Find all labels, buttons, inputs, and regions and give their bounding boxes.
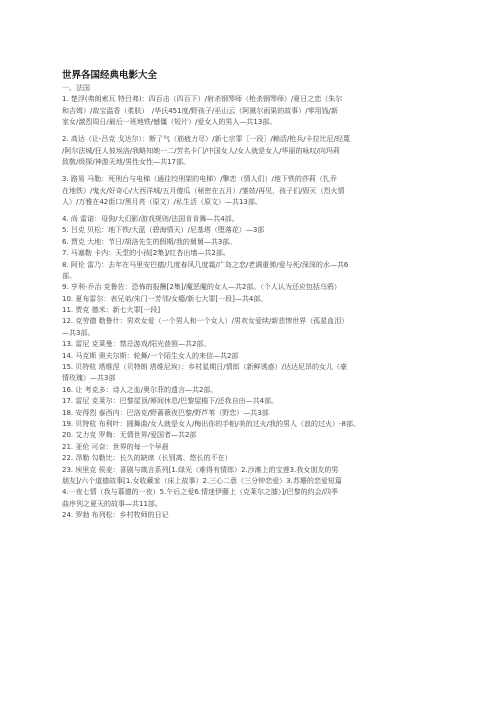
text-line: 13. 雷尼 克莱曼：禁忌游戏/阳光普照—共2部。 — [62, 340, 211, 349]
text-line: 致敬/级探/神游天地/男性女性—共17部。 — [62, 158, 190, 167]
text-line: 曲序列之夏天的故事—共11部。 — [62, 499, 162, 508]
text-line: 6. 贾克 大地：节日/胡洛先生的假期/我的舅舅—共3部。 — [62, 237, 237, 246]
text-line: 情玫瑰）—共3部 — [62, 374, 116, 383]
text-line: 4.一夜七情（我与慕德的一夜）5.午后之爱6.情迷伊藤上（克莱尔之膝）]/巴黎的约会/四季 — [62, 488, 338, 497]
text-line: 21. 亚伦 可奈：世界的每一个早晨 — [62, 442, 169, 451]
text-line: —共3部。 — [62, 328, 95, 337]
text-line: 16. 让 考克多：诗人之血/奥尔菲的遗言—共2部。 — [62, 385, 218, 394]
text-line: 人）/万雅在42街口/黑月亮（原文）/私生活（原文）—共13部。 — [62, 197, 262, 206]
text-line: 7. 马塞勒 卡内：天堂的小孩[2集]/红杏出墙—共2部。 — [62, 249, 230, 258]
section-heading: 一、法国 — [62, 84, 90, 92]
text-line: 24. 罗勃 布列松：乡村牧师的日记 — [62, 511, 169, 520]
text-line: 在地铁）/鬼火/好奇心/大西洋城/五月傻瓜（秘密在五月）/雏妓/再见，孩子们/毁灭（烈火情 — [62, 186, 345, 195]
text-line: 4. 尚 雷诺：母狗/大幻影/游戏规则/法国肯肯舞—共4部。 — [62, 214, 239, 223]
text-line: 10. 夏布雷尔：表兄弟/朱门一芳邻/女瘾/新七大罪[一段]—共4部。 — [62, 294, 268, 303]
text-line: 和吉姆）/敌宝温香（柔肤） /华氏451度/野孩子/巫山云（阿黛尔雨果的故事）/零用钱/新 — [62, 106, 339, 115]
text-line: 20. 艾力克 罗梅：无情世界/爱国者—共2部 — [62, 431, 197, 440]
text-line: 部。 — [62, 271, 76, 280]
text-line: 23. 埃里克 侯麦：喜剧与箴言系列[1.绿光（难得有情郎）2.沙滩上的宝莲3.我女朋友的男 — [62, 465, 339, 474]
text-line: /阿尔法城/狂人彼埃洛/我略知她一二/芳名卡门/中国女人/女人就是女人/华丽的咏叹/向玛莉 — [62, 146, 340, 155]
text-line: 15. 贝特杭 塔维涅（贝特朗 塔维尼埃）：乡村星期日/情郎（新鲜诱惑）/达达尼昂的女儿（豪 — [62, 363, 348, 372]
text-line: 17. 雷尼 克莱尔：巴黎屋顶/幂间休息/巴黎屋檐下/还我自由—共4部。 — [62, 397, 279, 406]
text-line: 5. 吕克 贝松：地下铁/大蓝（碧海情天）/尼基塔（堕落花）—3部 — [62, 226, 265, 235]
text-line: 9. 亨利-乔治 克鲁佐：恐怖的报酬[2集]/魔恶魔的女人—共2部。（个人认为还应包括乌鸦） — [62, 283, 341, 292]
text-line: 12. 克劳德 勒鲁什：男欢女爱（一个男人和一个女人）/男欢女爱续/新悲惨世界（孤星血泪） — [62, 317, 349, 326]
text-line: 19. 贝特杭 布利叶：圆舞曲/女人就是女人/梅出你的手帕/美的过火/我的男人（浪的过火）-8部。 — [62, 420, 360, 428]
page-title: 世界各国经典电影大全 — [62, 70, 158, 81]
text-line: 家女/激烈周日/最后一班地铁/憾僵（短片）/爱女人的男人—共13部。 — [62, 118, 277, 127]
text-line: 11. 贾克 德米：新七大罪[一段] — [62, 306, 161, 315]
text-line: 18. 安得烈 泰西内：巴洛克/野蔷薇夜巴黎/野芦苇（野恋）—共3部 — [62, 408, 269, 417]
text-line: 朋友]/六个道德故事[1.女收藏家（床上故事）2.三心二意（三分钟恋爱）3.苏珊的恋爱短篇 — [62, 476, 342, 485]
text-line: 14. 马克斯 奥夫尔斯：轮舞/一个陌生女人的来信—共2部 — [62, 351, 239, 360]
text-line: 8. 阿伦 雷乃：去年在马里安巴德/几度春风几度霜/广岛之恋/老调重弹/爱与死/深深的水—共6 — [62, 260, 349, 269]
text-line: 3. 路易 马勒：死刑台与电梯（通往绞刑架的电梯）/擎恋（情人们）/地下铁的莎莉（扎乔 — [62, 175, 337, 184]
text-line: 2. 高达（让-吕克 戈达尔）：断了气（筋疲力尽）/新七宗罪［一段］/赖活/枪兵/卡拉比尼/轻蔑 — [62, 135, 350, 144]
document-body — [62, 83, 434, 522]
text-line: 1. 楚浮(弗朗索瓦 特吕弗)：四百击（四百下）/射杀钢琴师（枪杀钢琴师）/夏日之恋（朱尔 — [62, 95, 343, 104]
text-line: 22. 昂勒 勾勒比：长久的缺席（长别离、悠长的不在） — [62, 454, 232, 463]
